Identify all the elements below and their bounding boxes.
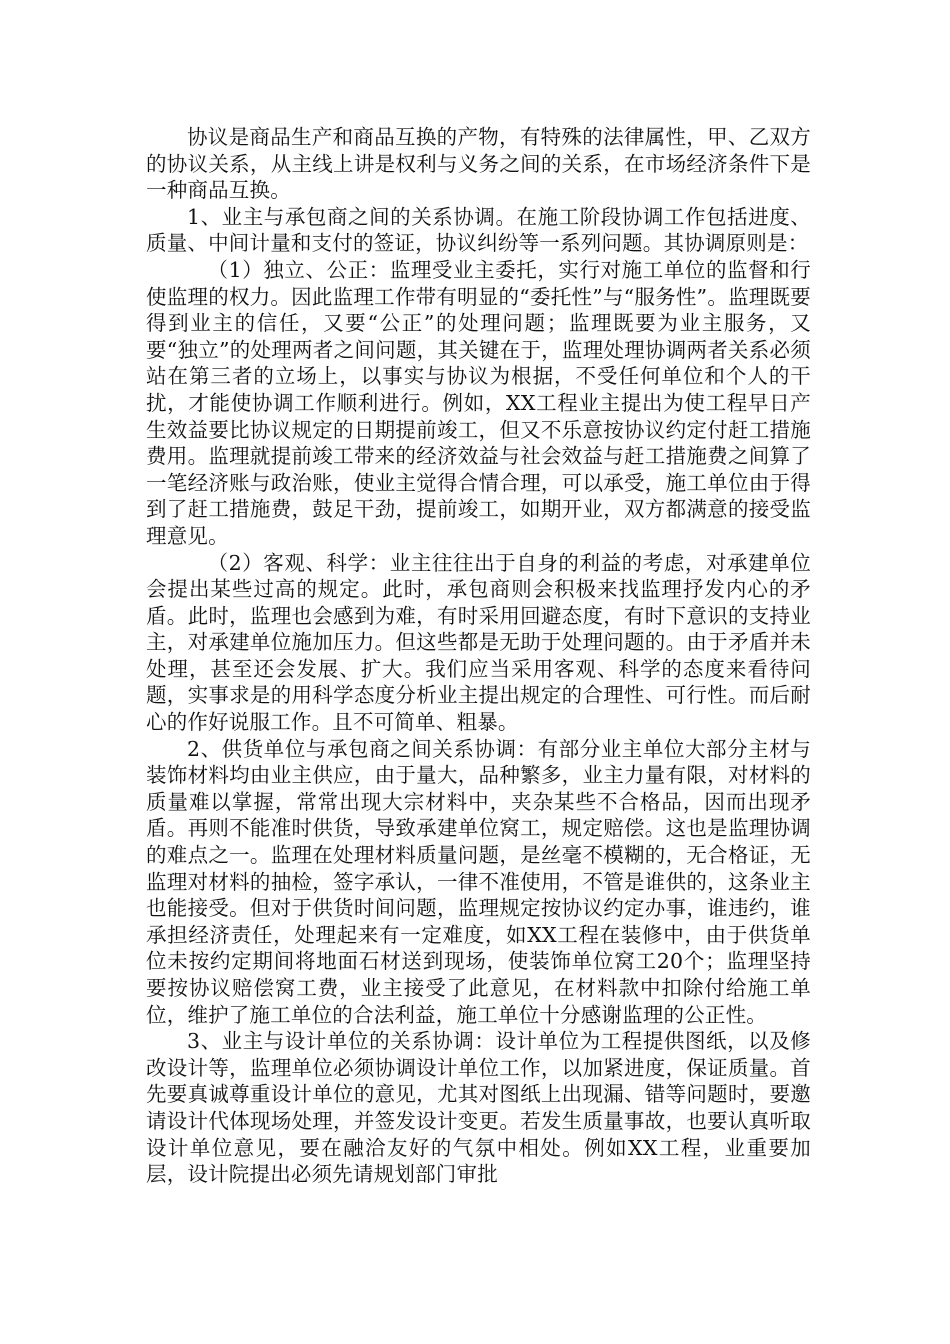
- paragraph-owner-designer: 3、业主与设计单位的关系协调：设计单位为工程提供图纸，以及修改设计等，监理单位必须协调设计单位工作，以加紧进度，保证质量。首先要真诚尊重设计单位的意见，尤其对图纸上出现漏、错等问题时，要邀请设计代体现场处理，并签发设计变更。若发生质量事故，也要认真听取设计单位意见，要在融洽友好的气氛中相处。例如XX工程，业重要加层，设计院提出必须先请规划部门审批: [146, 1029, 811, 1187]
- document-body: [146, 124, 811, 1188]
- paragraph-independence-fairness: （1）独立、公正：监理受业主委托，实行对施工单位的监督和行使监理的权力。因此监理工作带有明显的“委托性”与“服务性”。监理既要得到业主的信任，又要“公正”的处理问题；监理既要为业主服务，又要“独立”的处理两者之间问题，其关键在于，监理处理协调两者关系必须站在第三者的立场上，以事实与协议为根据，不受任何单位和个人的干扰，才能使协调工作顺利进行。例如，XX工程业主提出为使工程早日产生效益要比协议规定的日期提前竣工，但又不乐意按协议约定付赶工措施费用。监理就提前竣工带来的经济效益与社会效益与赶工措施费之间算了一笔经济账与政治账，使业主觉得合情合理，可以承受，施工单位由于得到了赶工措施费，鼓足干劲，提前竣工，如期开业，双方都满意的接受监理意见。: [146, 257, 811, 548]
- paragraph-objective-scientific: （2）客观、科学：业主往往出于自身的利益的考虑，对承建单位会提出某些过高的规定。此时，承包商则会积极来找监理抒发内心的矛盾。此时，监理也会感到为难，有时采用回避态度，有时下意识的支持业主，对承建单位施加压力。但这些都是无助于处理问题的。由于矛盾并未处理，甚至还会发展、扩大。我们应当采用客观、科学的态度来看待问题，实事求是的用科学态度分析业主提出规定的合理性、可行性。而后耐心的作好说服工作。且不可简单、粗暴。: [146, 550, 811, 735]
- paragraph-owner-contractor: 1、业主与承包商之间的关系协调。在施工阶段协调工作包括进度、质量、中间计量和支付的签证，协议纠纷等一系列问题。其协调原则是：: [146, 204, 811, 256]
- paragraph-supplier-contractor: 2、供货单位与承包商之间关系协调：有部分业主单位大部分主材与装饰材料均由业主供应，由于量大，品种繁多，业主力量有限，对材料的质量难以掌握，常常出现大宗材料中，夹杂某些不合格品，因而出现矛盾。再则不能准时供货，导致承建单位窝工，规定赔偿。这也是监理协调的难点之一。监理在处理材料质量问题，是丝毫不模糊的，无合格证，无监理对材料的抽检，签字承认，一律不准使用，不管是谁供的，这条业主也能接受。但对于供货时间问题，监理规定按协议约定办事，谁违约，谁承担经济责任，处理起来有一定难度，如XX工程在装修中，由于供货单位未按约定期间将地面石材送到现场，使装饰单位窝工20个；监理坚持要按协议赔偿窝工费，业主接受了此意见，在材料款中扣除付给施工单位，维护了施工单位的合法利益，施工单位十分感谢监理的公正性。: [146, 736, 811, 1027]
- paragraph-intro: 协议是商品生产和商品互换的产物，有特殊的法律属性，甲、乙双方的协议关系，从主线上讲是权利与义务之间的关系，在市场经济条件下是一种商品互换。: [146, 125, 811, 203]
